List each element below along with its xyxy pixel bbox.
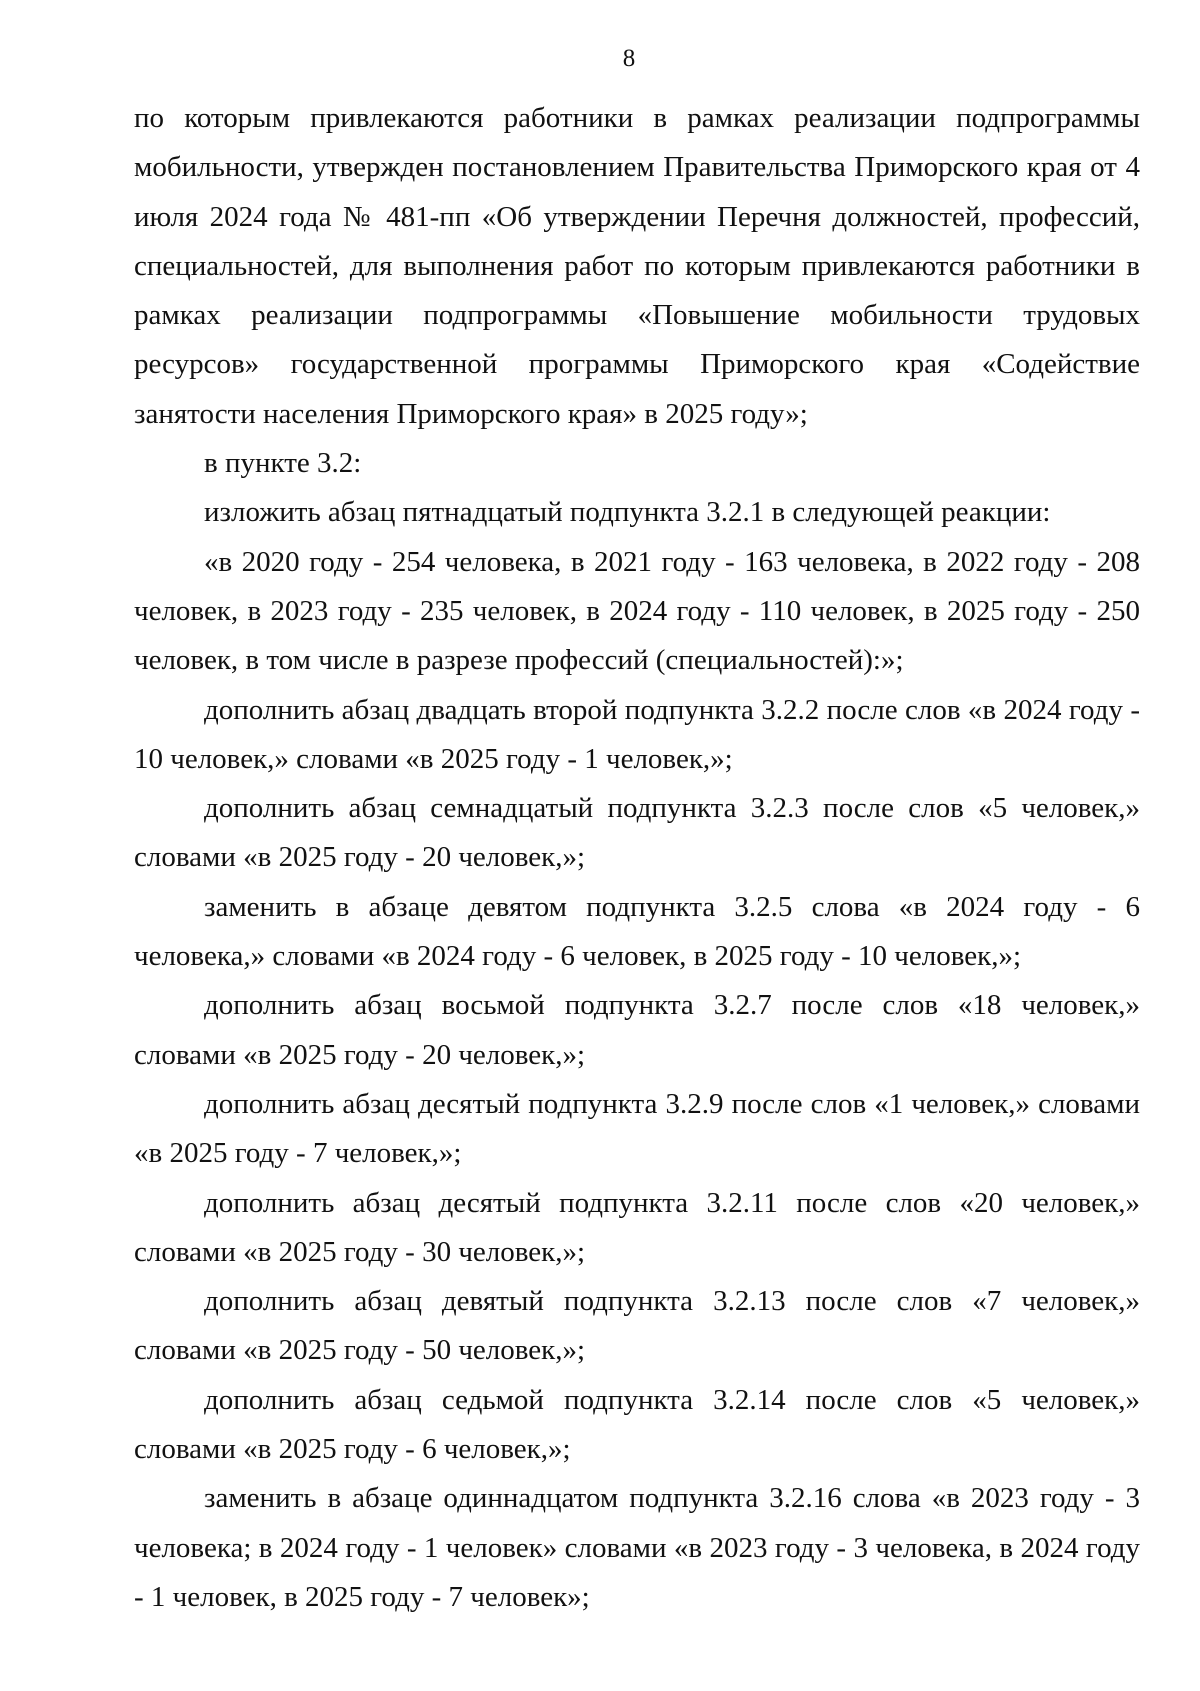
paragraph-amend-3-2-1: изложить абзац пятнадцатый подпункта 3.2.1 в следующей реакции: — [204, 496, 1051, 529]
paragraph-amend-3-2-16: заменить в абзаце одиннадцатом подпункта 3.2.16 слова «в 2023 году - 3 человека; в 2024 году - 1 человек» словами «в 2023 году - 3 человека, в 2024 году - 1 человек, в 2025 году - 7 человек»; — [134, 1482, 1140, 1613]
paragraph-amend-3-2-5: заменить в абзаце девятом подпункта 3.2.5 слова «в 2024 году - 6 человека,» словами «в 2024 году - 6 человек, в 2025 году - 10 человек,»; — [134, 890, 1140, 973]
paragraph-amend-3-2-14: дополнить абзац седьмой подпункта 3.2.14 после слов «5 человек,» словами «в 2025 году - 6 человек,»; — [134, 1383, 1140, 1466]
paragraph-quote-3-2-1: «в 2020 году - 254 человека, в 2021 году - 163 человека, в 2022 году - 208 человек, в 2023 году - 235 человек, в 2024 году - 110 человек, в 2025 году - 250 человек, в том числе в разрезе профессий (специальностей):»; — [134, 545, 1140, 677]
paragraph-amend-3-2-11: дополнить абзац десятый подпункта 3.2.11 после слов «20 человек,» словами «в 2025 году - 30 человек,»; — [134, 1186, 1140, 1268]
paragraph-amend-3-2-13: дополнить абзац девятый подпункта 3.2.13 после слов «7 человек,» словами «в 2025 году - 50 человек,»; — [134, 1285, 1140, 1367]
page-number: 8 — [622, 45, 636, 72]
paragraph-continuation: по которым привлекаются работники в рамках реализации подпрограммы мобильности, утвержден постановлением Правительства Приморского края от 4 июля 2024 года № 481-пп «Об утверждении Перечня должностей, профессий, специальностей, для выполнения работ по которым привлекаются работники в рамках реализации подпрограммы «Повышение мобильности трудовых ресурсов» государственной программы Приморского края «Содействие занятости населения Приморского края» в 2025 году»; — [134, 102, 1140, 430]
paragraph-amend-3-2-9: дополнить абзац десятый подпункта 3.2.9 после слов «1 человек,» словами «в 2025 году - 7 человек,»; — [134, 1087, 1140, 1170]
paragraph-amend-3-2-3: дополнить абзац семнадцатый подпункта 3.2.3 после слов «5 человек,» словами «в 2025 году - 20 человек,»; — [134, 792, 1140, 874]
paragraph-amend-3-2-2: дополнить абзац двадцать второй подпункта 3.2.2 после слов «в 2024 году - 10 человек,» словами «в 2025 году - 1 человек,»; — [134, 693, 1140, 775]
paragraph-amend-3-2-7: дополнить абзац восьмой подпункта 3.2.7 после слов «18 человек,» словами «в 2025 году - 20 человек,»; — [134, 989, 1140, 1071]
paragraph-item-3-2: в пункте 3.2: — [204, 447, 362, 480]
document-body — [134, 94, 1140, 1622]
